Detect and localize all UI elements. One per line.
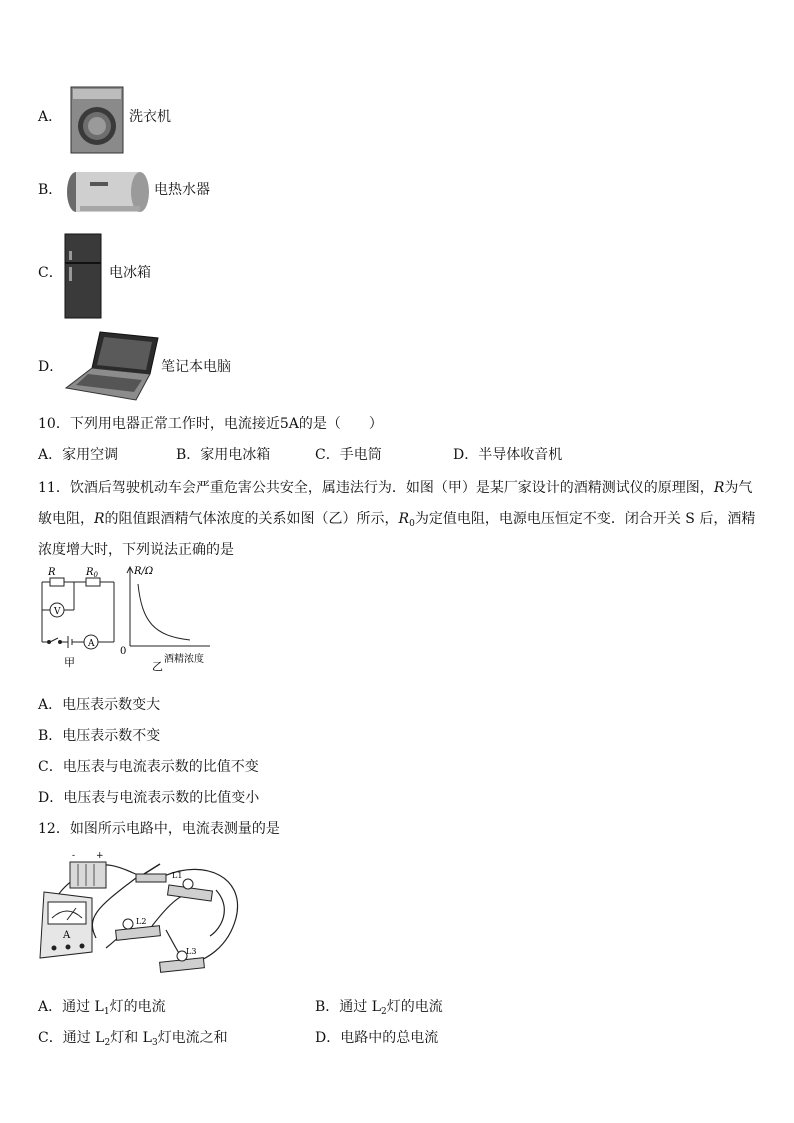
- battery-plus: +: [96, 851, 104, 861]
- option-c-label: 电冰箱: [109, 265, 151, 281]
- label-l2: L2: [136, 917, 147, 926]
- bulb-l1: [168, 879, 213, 901]
- resistance-concentration-graph: [127, 567, 210, 646]
- refrigerator-image: [64, 233, 104, 319]
- battery-pack: [70, 862, 106, 888]
- resistance-curve: [138, 584, 190, 640]
- question-10-stem: 10．下列用电器正常工作时，电流接近5A的是（ ）: [38, 416, 383, 432]
- question-11-line-3: 浓度增大时，下列说法正确的是: [38, 542, 234, 558]
- q10-option-a: A．家用空调: [38, 447, 119, 463]
- label-r: R: [48, 567, 56, 578]
- question-12-stem: 12．如图所示电路中，电流表测量的是: [38, 821, 280, 837]
- option-a-label: 洗衣机: [129, 109, 171, 125]
- q11-option-b: B．电压表示数不变: [38, 728, 161, 744]
- q11-option-d: D．电压表与电流表示数的比值变小: [38, 790, 260, 806]
- circuit-physical-figure: [36, 848, 246, 980]
- q10-option-b: B．家用电冰箱: [176, 447, 271, 463]
- question-11-line-2: 敏电阻，R的阻值跟酒精气体浓度的关系如图（乙）所示，$R_0$为定值电阻，电源电压恒定不变．闭合开关 S 后，酒精: [38, 511, 756, 529]
- washing-machine-image: [70, 86, 125, 154]
- resistor-r: [50, 578, 64, 586]
- resistor-r0: [86, 578, 100, 586]
- option-c-letter: C．: [38, 265, 63, 281]
- ammeter-label: A: [63, 930, 71, 941]
- graph-y-axis-label: R/Ω: [134, 566, 154, 577]
- graph-origin-label: 0: [120, 646, 127, 657]
- q11-option-a: A．电压表示数变大: [38, 697, 161, 713]
- q12-option-d: D．电路中的总电流: [315, 1030, 439, 1046]
- label-l1: L1: [172, 871, 183, 880]
- voltmeter-label: V: [54, 607, 61, 617]
- q12-option-a: A．通过 $L_1$灯的电流: [38, 999, 166, 1017]
- label-l3: L3: [186, 947, 197, 956]
- circuit-diagram-jia: [42, 578, 114, 649]
- caption-jia: 甲: [64, 656, 75, 669]
- option-b-label: 电热水器: [154, 182, 210, 198]
- laptop-image: [64, 330, 160, 402]
- q11-option-c: C．电压表与电流表示数的比值不变: [38, 759, 259, 775]
- option-d-letter: D．: [38, 359, 64, 375]
- caption-yi: 乙: [152, 660, 163, 672]
- bulb-l3: [160, 951, 205, 972]
- q12-option-c: C．通过 $L_2$灯和 $L_3$灯电流之和: [38, 1030, 228, 1048]
- electric-water-heater-image: [66, 170, 150, 214]
- q10-option-d: D．半导体收音机: [453, 447, 563, 463]
- ammeter-component: [40, 892, 92, 958]
- option-d-label: 笔记本电脑: [161, 359, 231, 375]
- switch-s: [50, 638, 58, 642]
- battery-minus: -: [72, 851, 76, 861]
- ammeter-label: A: [88, 639, 95, 649]
- graph-x-axis-label: 酒精浓度: [164, 654, 204, 665]
- alcohol-tester-figure: [34, 562, 214, 672]
- option-a-letter: A．: [38, 109, 63, 125]
- question-11-line-1: 11．饮酒后驾驶机动车会严重危害公共安全，属违法行为．如图（甲）是某厂家设计的酒精测试仪的原理图，R为气: [38, 480, 753, 496]
- q12-option-b: B．通过 $L_2$灯的电流: [315, 999, 443, 1017]
- label-r0: $R_0$: [86, 567, 98, 579]
- switch-component: [136, 864, 166, 882]
- option-b-letter: B．: [38, 182, 63, 198]
- q10-option-c: C．手电筒: [315, 447, 382, 463]
